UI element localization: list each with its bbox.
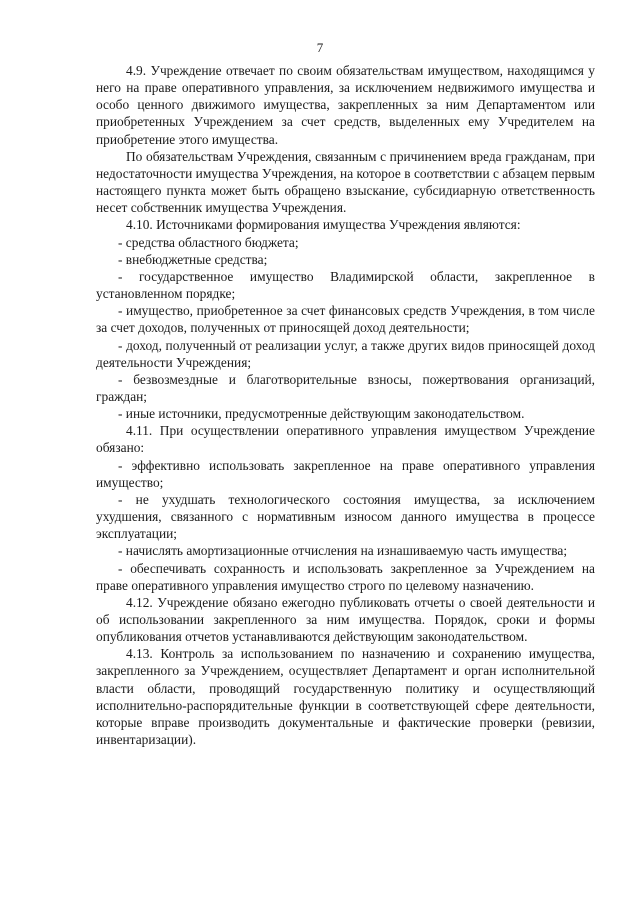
list-item-depreciation: - начислять амортизационные отчисления на изнашиваемую часть имущества; xyxy=(118,543,568,559)
paragraph-liability: По обязательствам Учреждения, связанным с причинением вреда гражданам, при недостаточности имущества Учреждения, на которое в соответствии с абзацем первым настоящего пункта может быть обращено взыскание, субсидиарную ответственность несет собственник имущества Учреждения. xyxy=(96,148,595,216)
paragraph-4-10: 4.10. Источниками формирования имущества Учреждения являются: xyxy=(126,217,521,233)
list-item-efficient-use: - эффективно использовать закрепленное на праве оперативного управления имущество; xyxy=(96,457,595,490)
document-body xyxy=(96,62,595,748)
list-item-safekeeping: - обеспечивать сохранность и использовать закрепленное за Учреждением на праве оперативного управления имущество строго по целевому назначению. xyxy=(96,560,595,593)
page-number: 7 xyxy=(316,40,324,55)
list-item-donations: - безвозмездные и благотворительные взносы, пожертвования организаций, граждан; xyxy=(96,371,595,404)
list-item-extrabudgetary: - внебюджетные средства; xyxy=(118,251,268,267)
paragraph-4-12: 4.12. Учреждение обязано ежегодно публиковать отчеты о своей деятельности и об использовании закрепленного за ним имущества. Порядок, сроки и формы опубликования отчетов устанавливаются действующим законодательством. xyxy=(96,594,595,645)
list-item-state-property: - государственное имущество Владимирской области, закрепленное в установленном порядке; xyxy=(96,268,595,302)
list-item-no-deterioration: - не ухудшать технологического состояния имущества, за исключением ухудшения, связанного с нормативным износом данного имущества в процессе эксплуатации; xyxy=(96,491,595,542)
list-item-acquired-property: - имущество, приобретенное за счет финансовых средств Учреждения, в том числе за счет доходов, полученных от приносящей доход деятельности; xyxy=(96,303,595,336)
list-item-other-sources: - иные источники, предусмотренные действующим законодательством. xyxy=(118,406,525,422)
list-item-regional-budget: - средства областного бюджета; xyxy=(118,234,299,250)
paragraph-4-11: 4.11. При осуществлении оперативного управления имуществом Учреждение обязано: xyxy=(96,423,595,456)
list-item-service-income: - доход, полученный от реализации услуг, а также других видов приносящей доход деятельности Учреждения; xyxy=(96,337,595,370)
paragraph-4-9: 4.9. Учреждение отвечает по своим обязательствам имуществом, находящимся у него на праве оперативного управления, за исключением недвижимого имущества и особо ценного движимого имущества, закрепленных за ним Департаментом или приобретенных Учреждением за счет средств, выделенных ему Учредителем на приобретение этого имущества. xyxy=(96,63,595,147)
paragraph-4-13: 4.13. Контроль за использованием по назначению и сохранению имущества, закрепленного за Учреждением, осуществляет Департамент и орган исполнительной власти области, проводящий государственную политику и осуществляющий исполнительно-распорядительные функции в соответствующей сфере деятельности, которые вправе производить документальные и фактические проверки (ревизии, инвентаризации). xyxy=(96,646,595,748)
